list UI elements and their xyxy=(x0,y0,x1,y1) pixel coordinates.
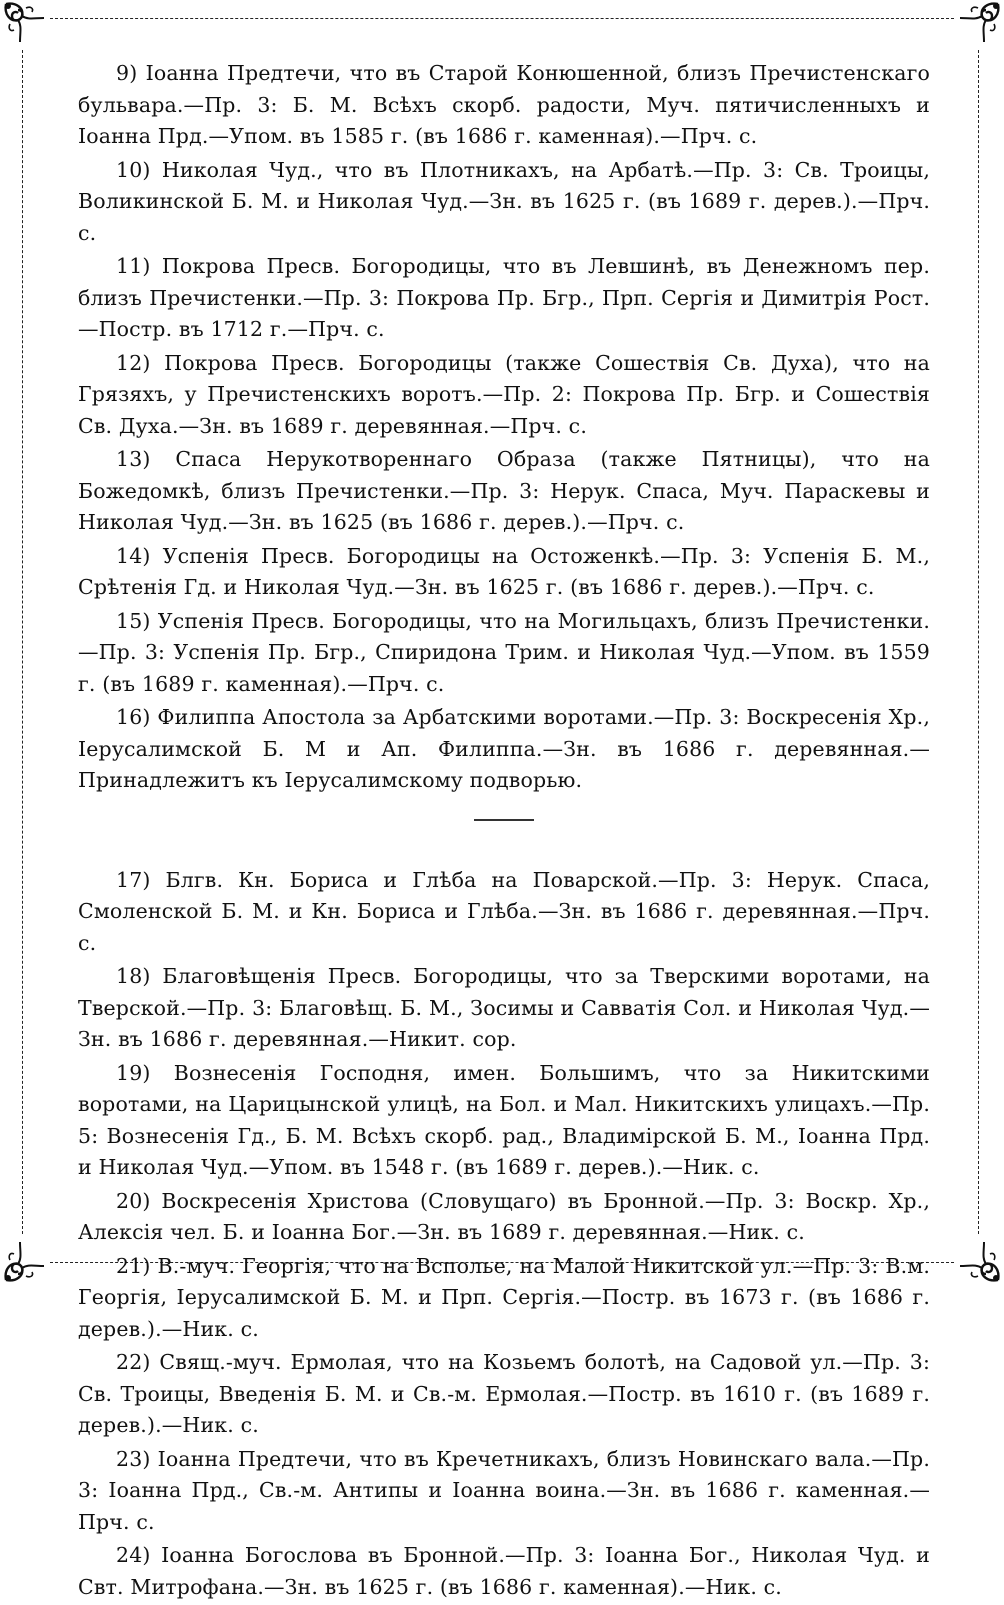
church-entry-24: 24) Іоанна Богослова въ Бронной.—Пр. 3: Іоанна Бог., Николая Чуд. и Свт. Митрофана.—Зн. въ 1625 г. (въ 1686 г. каменная).—Ник. с. xyxy=(78,1543,930,1599)
section-divider xyxy=(474,819,534,821)
church-list-section-one xyxy=(78,58,930,797)
page-content xyxy=(78,58,930,1605)
church-entry-15: 15) Успенія Пресв. Богородицы, что на Могильцахъ, близъ Пречистенки.—Пр. 3: Успенія Пр. Бгр., Спиридона Трим. и Николая Чуд.—Упом. въ 1559 г. (въ 1689 г. каменная).—Прч. с. xyxy=(78,608,930,696)
church-entry-9: 9) Іоанна Предтечи, что въ Старой Конюшенной, близъ Пречистенскаго бульвара.—Пр. 3: Б. М. Всѣхъ скорб. радости, Муч. пятичисленныхъ и Іоанна Прд.—Упом. въ 1585 г. (въ 1686 г. каменная).—Прч. с. xyxy=(78,61,930,148)
church-entry-12: 12) Покрова Пресв. Богородицы (также Сошествія Св. Духа), что на Грязяхъ, у Пречистенскихъ воротъ.—Пр. 2: Покрова Пр. Бгр. и Сошествія Св. Духа.—Зн. въ 1689 г. деревянная.—Прч. с. xyxy=(78,350,930,438)
church-entry-19: 19) Вознесенія Господня, имен. Большимъ, что за Никитскими воротами, на Царицынской улицѣ, на Бол. и Мал. Никитскихъ улицахъ.—Пр. 5: Вознесенія Гд., Б. М. Всѣхъ скорб. рад., Владимірской Б. М., Іоанна Прд. и Николая Чуд.—Упом. въ 1548 г. (въ 1689 г. дерев.).—Ник. с. xyxy=(78,1060,930,1179)
church-entry-23: 23) Іоанна Предтечи, что въ Кречетникахъ, близъ Новинскаго вала.—Пр. 3: Іоанна Прд., Св.-м. Антипы и Іоанна воина.—Зн. въ 1686 г. каменная.—Прч. с. xyxy=(78,1446,930,1534)
church-entry-13: 13) Спаса Нерукотвореннаго Образа (также Пятницы), что на Божедомкѣ, близъ Пречистенки.—Пр. 3: Нерук. Спаса, Муч. Параскевы и Николая Чуд.—Зн. въ 1625 (въ 1686 г. дерев.).—Прч. с. xyxy=(78,447,930,534)
church-entry-22: 22) Свящ.-муч. Ермолая, что на Козьемъ болотѣ, на Садовой ул.—Пр. 3: Св. Троицы, Введенія Б. М. и Св.-м. Ермолая.—Постр. въ 1610 г. (въ 1689 г. дерев.).—Ник. с. xyxy=(78,1350,930,1437)
church-entry-18: 18) Благовѣщенія Пресв. Богородицы, что за Тверскими воротами, на Тверской.—Пр. 3: Благовѣщ. Б. М., Зосимы и Савватія Сол. и Николая Чуд.—Зн. въ 1686 г. деревянная.—Никит. сор. xyxy=(78,964,930,1051)
corner-ornament-icon xyxy=(956,1238,1002,1284)
church-entry-11: 11) Покрова Пресв. Богородицы, что въ Левшинѣ, въ Денежномъ пер. близъ Пречистенки.—Пр. 3: Покрова Пр. Бгр., Прп. Сергія и Димитрія Рост.—Постр. въ 1712 г.—Прч. с. xyxy=(78,254,930,341)
church-entry-20: 20) Воскресенія Христова (Словущаго) въ Бронной.—Пр. 3: Воскр. Хр., Алексія чел. Б. и Іоанна Бог.—Зн. въ 1689 г. деревянная.—Ник. с. xyxy=(78,1188,930,1244)
corner-ornament-icon xyxy=(956,0,1002,46)
church-entry-14: 14) Успенія Пресв. Богородицы на Остоженкѣ.—Пр. 3: Успенія Б. М., Срѣтенія Гд. и Николая Чуд.—Зн. въ 1625 г. (въ 1686 г. дерев.).—Прч. с. xyxy=(78,543,930,599)
corner-ornament-icon xyxy=(2,0,48,46)
church-entry-17: 17) Блгв. Кн. Бориса и Глѣба на Поварской.—Пр. 3: Нерук. Спаса, Смоленской Б. М. и Кн. Бориса и Глѣба.—Зн. въ 1686 г. деревянная.—Прч. с. xyxy=(78,867,930,955)
church-entry-10: 10) Николая Чуд., что въ Плотникахъ, на Арбатѣ.—Пр. 3: Св. Троицы, Воликинской Б. М. и Николая Чуд.—Зн. въ 1625 г. (въ 1689 г. дерев.).—Прч. с. xyxy=(78,157,930,245)
border-line-right xyxy=(978,50,979,1234)
border-line-top xyxy=(50,18,954,19)
church-list-section-two xyxy=(78,865,930,1604)
corner-ornament-icon xyxy=(2,1238,48,1284)
church-entry-16: 16) Филиппа Апостола за Арбатскими воротами.—Пр. 3: Воскресенія Хр., Іерусалимской Б. М и Ап. Филиппа.—Зн. въ 1686 г. деревянная.—Принадлежитъ къ Іерусалимскому подворью. xyxy=(78,705,930,792)
border-line-left xyxy=(22,50,23,1234)
church-entry-21: 21) В.-муч. Георгія, что на Всполье, на Малой Никитской ул.—Пр. 3: В.м. Георгія, Іерусалимской Б. М. и Прп. Сергія.—Постр. въ 1673 г. (въ 1686 г. дерев.).—Ник. с. xyxy=(78,1253,930,1341)
